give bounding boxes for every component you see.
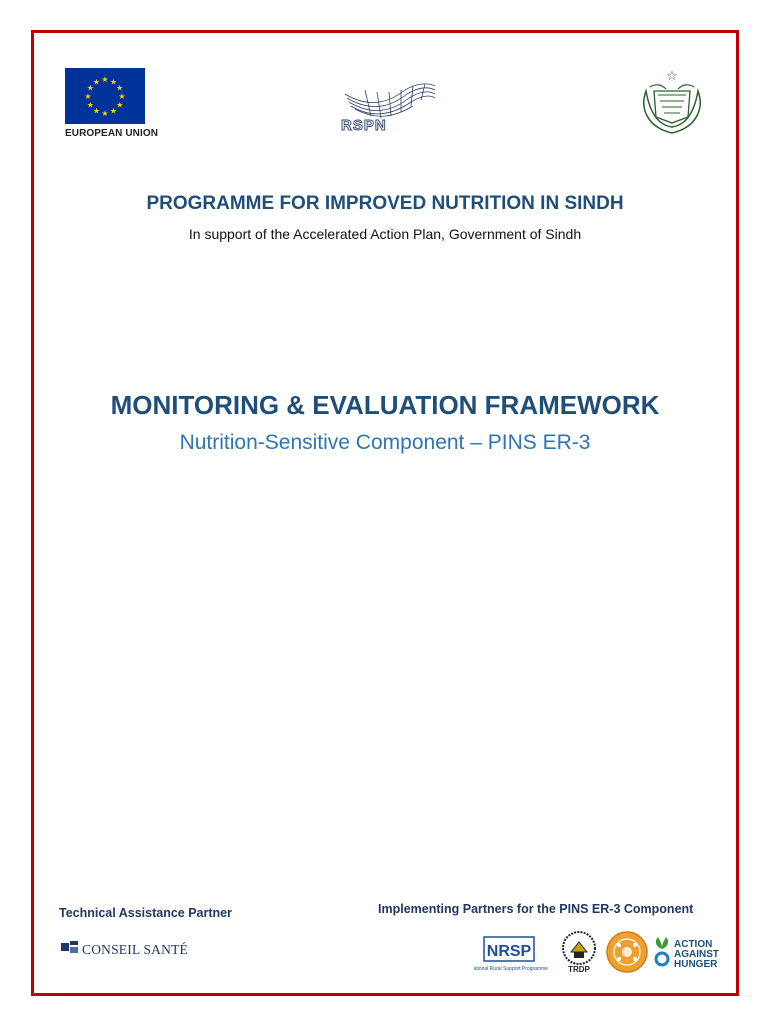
orange-partner-logo [603, 931, 651, 973]
aah-line3: HUNGER [674, 959, 718, 970]
svg-text:★: ★ [86, 100, 94, 110]
svg-text:★: ★ [109, 106, 118, 116]
orange-circle-logo-icon [603, 931, 651, 973]
government-of-sindh-emblem-icon [636, 67, 708, 137]
action-against-hunger-logo [652, 935, 722, 971]
svg-text:★: ★ [116, 83, 124, 93]
nrsp-tagline: National Rural Support Programme [474, 966, 549, 972]
svg-text:☆: ☆ [666, 69, 678, 84]
sindh-government-emblem [636, 67, 708, 137]
nrsp-name: NRSP [486, 943, 532, 960]
conseil-sante-mark-icon [60, 938, 80, 958]
trdp-logo [556, 928, 602, 974]
nrsp-logo [474, 934, 554, 974]
eu-flag-logo [65, 68, 145, 124]
svg-text:★: ★ [101, 75, 109, 84]
aah-line1: ACTION [674, 939, 713, 950]
nrsp-mark-icon [474, 934, 554, 974]
trdp-mark-icon [556, 928, 602, 974]
trdp-name: TRDP [568, 965, 590, 974]
svg-text:★: ★ [86, 83, 94, 93]
svg-text:★: ★ [92, 106, 101, 116]
svg-text:★: ★ [109, 77, 118, 87]
programme-title: PROGRAMME FOR IMPROVED NUTRITION IN SINDH [146, 193, 624, 214]
svg-text:★: ★ [116, 100, 124, 110]
document-subtitle: Nutrition-Sensitive Component – PINS ER-3 [179, 431, 591, 454]
svg-text:★: ★ [84, 92, 92, 101]
action-against-hunger-mark-icon [652, 935, 722, 971]
eu-stars-icon [65, 68, 145, 124]
rspn-wave-icon [335, 76, 440, 134]
technical-assistance-label: Technical Assistance Partner [59, 906, 232, 920]
svg-text:★: ★ [101, 109, 109, 118]
conseil-sante-name: CONSEIL SANTÉ [82, 942, 188, 957]
document-title: MONITORING & EVALUATION FRAMEWORK [110, 390, 660, 420]
programme-subtitle: In support of the Accelerated Action Plan, Government of Sindh [188, 226, 582, 242]
aah-line2: AGAINST [674, 949, 719, 960]
svg-text:★: ★ [92, 77, 101, 87]
svg-text:★: ★ [118, 92, 126, 101]
page-border [31, 30, 739, 996]
eu-label: EUROPEAN UNION [65, 128, 159, 139]
implementing-partners-label: Implementing Partners for the PINS ER-3 Component [378, 902, 694, 916]
rspn-label: RSPN [341, 117, 387, 134]
rspn-logo [335, 76, 440, 134]
